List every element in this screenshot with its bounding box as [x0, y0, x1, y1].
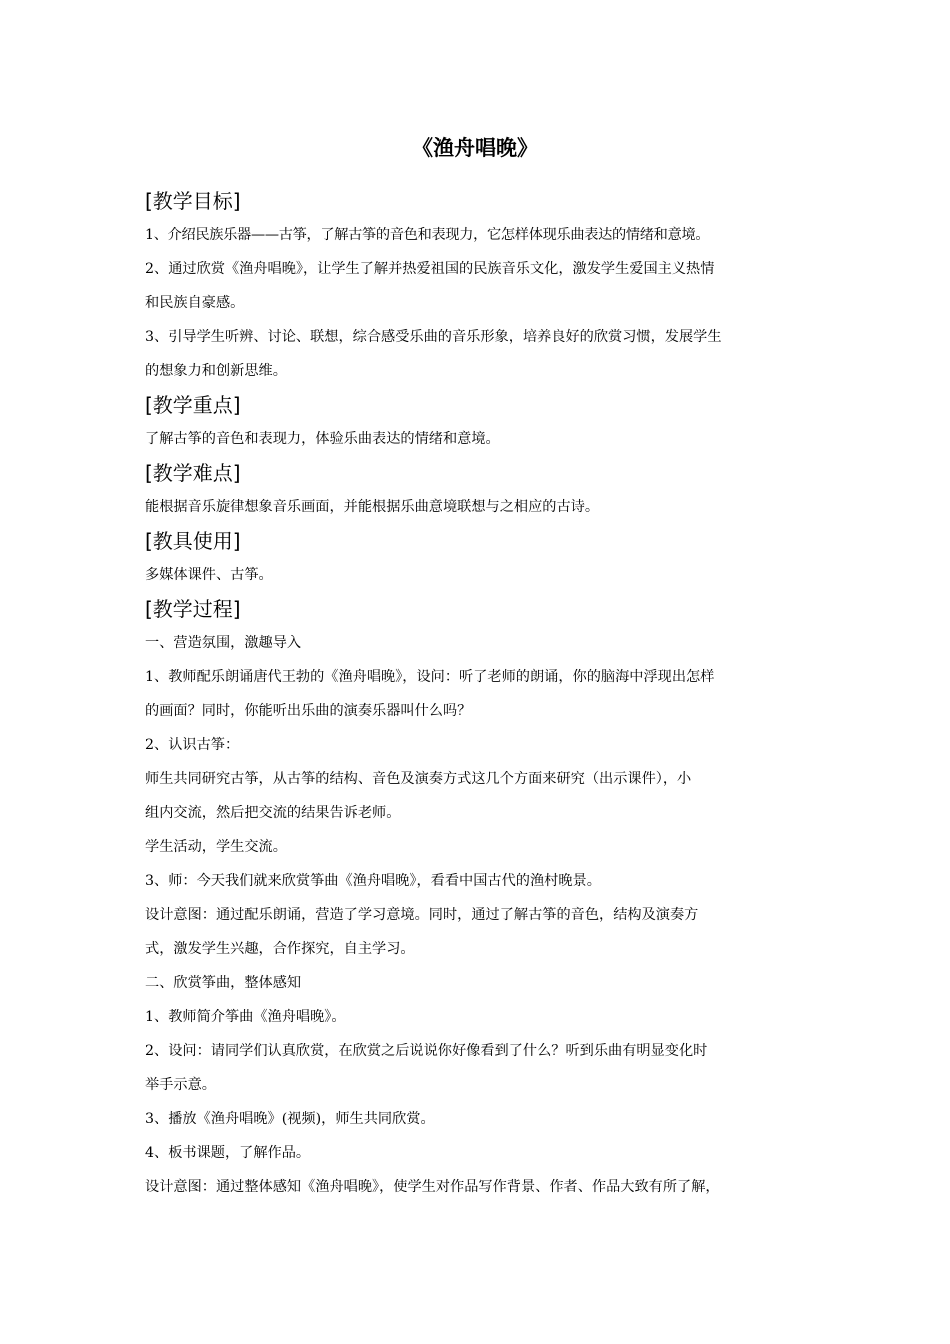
- paragraph-line: 式，激发学生兴趣，合作探究，自主学习。: [145, 941, 415, 957]
- paragraph-line: 2、设问：请同学们认真欣赏，在欣赏之后说说你好像看到了什么？听到乐曲有明显变化时: [145, 1043, 708, 1059]
- section-key-points: [145, 388, 815, 456]
- section-heading: [教学过程]: [145, 597, 241, 621]
- section-heading: [教学重点]: [145, 393, 241, 417]
- paragraph-line: 3、引导学生听辨、讨论、联想，综合感受乐曲的音乐形象，培养良好的欣赏习惯，发展学生: [145, 329, 722, 345]
- section-teaching-aids: [145, 524, 815, 592]
- section-heading: [教学目标]: [145, 189, 241, 213]
- paragraph-line: 3、播放《渔舟唱晚》(视频)，师生共同欣赏。: [145, 1111, 435, 1127]
- paragraph-line: 学生活动，学生交流。: [145, 839, 287, 855]
- paragraph-line: 一、营造氛围，激趣导入: [145, 635, 302, 651]
- paragraph-line: 1、教师配乐朗诵唐代王勃的《渔舟唱晚》，设问：听了老师的朗诵，你的脑海中浮现出怎样: [145, 669, 715, 685]
- document-body: [145, 184, 815, 1204]
- section-difficulties: [145, 456, 815, 524]
- paragraph-line: 和民族自豪感。: [145, 295, 245, 311]
- paragraph-line: 的画面？同时，你能听出乐曲的演奏乐器叫什么吗？: [145, 703, 472, 719]
- paragraph-line: 能根据音乐旋律想象音乐画面，并能根据乐曲意境联想与之相应的古诗。: [145, 499, 600, 515]
- paragraph-line: 举手示意。: [145, 1077, 216, 1093]
- paragraph-line: 了解古筝的音色和表现力，体验乐曲表达的情绪和意境。: [145, 431, 500, 447]
- paragraph-line: 2、通过欣赏《渔舟唱晚》，让学生了解并热爱祖国的民族音乐文化，激发学生爱国主义热情: [145, 261, 715, 277]
- paragraph-line: 3、师：今天我们就来欣赏筝曲《渔舟唱晚》，看看中国古代的渔村晚景。: [145, 873, 601, 889]
- section-teaching-goals: [145, 184, 815, 388]
- section-heading: [教学难点]: [145, 461, 241, 485]
- paragraph-line: 的想象力和创新思维。: [145, 363, 287, 379]
- paragraph-line: 1、介绍民族乐器——古筝，了解古筝的音色和表现力，它怎样体现乐曲表达的情绪和意境。: [145, 227, 710, 243]
- paragraph-line: 设计意图：通过整体感知《渔舟唱晚》，使学生对作品写作背景、作者、作品大致有所了解，: [145, 1179, 720, 1195]
- paragraph-line: 组内交流，然后把交流的结果告诉老师。: [145, 805, 401, 821]
- section-heading: [教具使用]: [145, 529, 241, 553]
- paragraph-line: 1、教师简介筝曲《渔舟唱晚》。: [145, 1009, 346, 1025]
- section-teaching-process: [145, 592, 815, 1204]
- paragraph-line: 设计意图：通过配乐朗诵，营造了学习意境。同时，通过了解古筝的音色，结构及演奏方: [145, 907, 699, 923]
- paragraph-line: 多媒体课件、古筝。: [145, 567, 273, 583]
- paragraph-line: 2、认识古筝：: [145, 737, 240, 753]
- paragraph-line: 师生共同研究古筝，从古筝的结构、音色及演奏方式这几个方面来研究（出示课件），小: [145, 771, 692, 787]
- paragraph-line: 4、板书课题，了解作品。: [145, 1145, 311, 1161]
- document-title: 《渔舟唱晚》: [412, 136, 538, 160]
- paragraph-line: 二、欣赏筝曲，整体感知: [145, 975, 302, 991]
